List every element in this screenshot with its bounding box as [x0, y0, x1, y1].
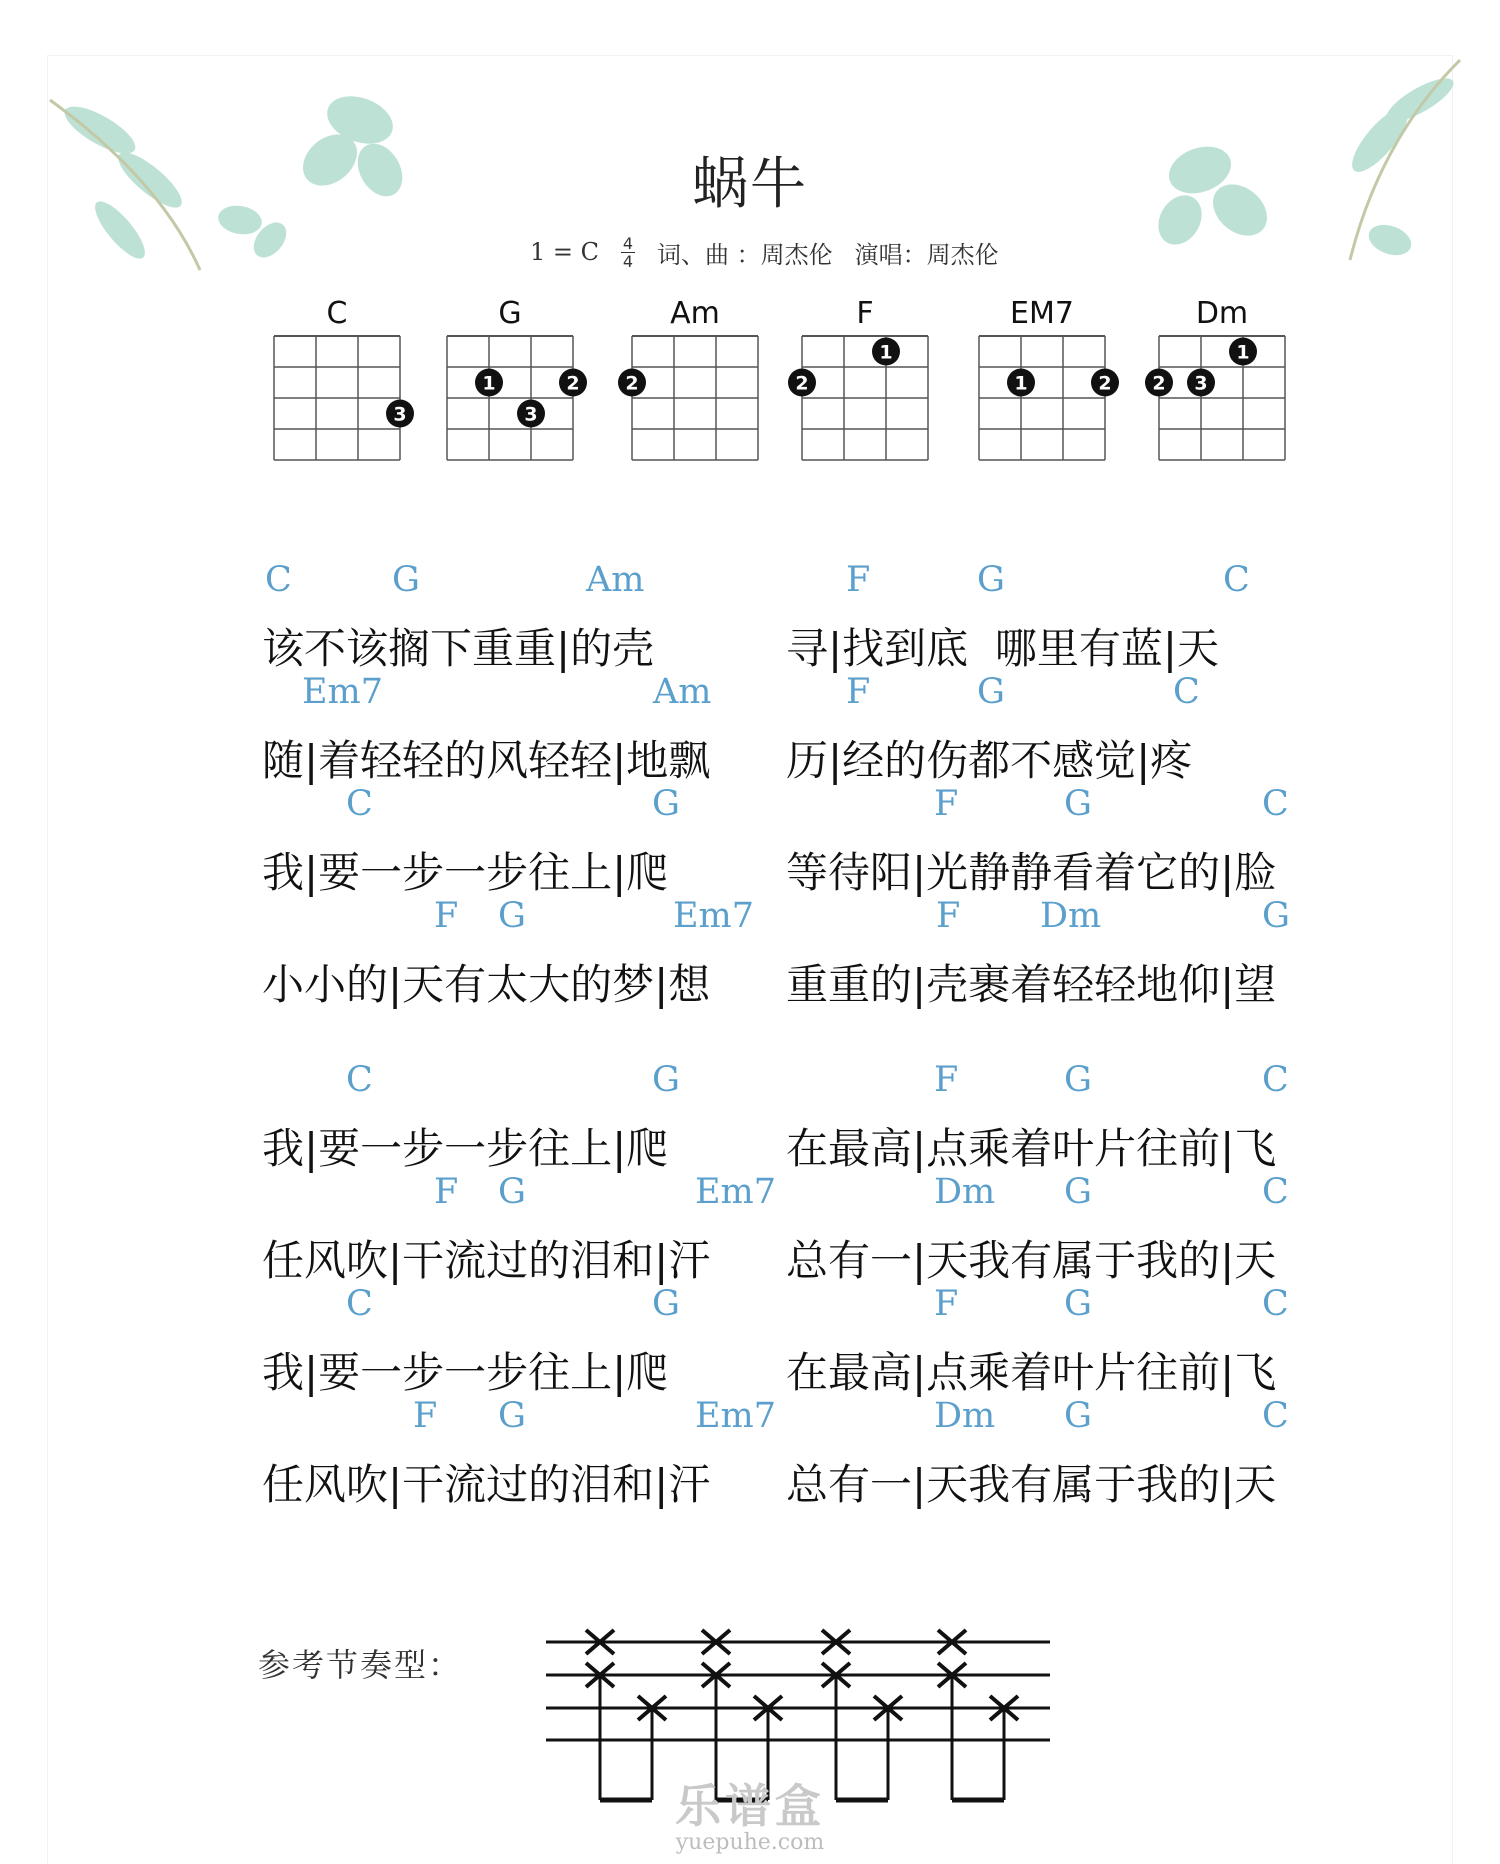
- chord-mark: C: [346, 1284, 373, 1324]
- singer: 演唱：周杰伦: [854, 240, 999, 269]
- lyric-line: [0, 1284, 1500, 1396]
- chord-mark: C: [346, 1060, 373, 1100]
- chord-mark: F: [434, 1172, 459, 1212]
- chord-mark: G: [652, 1060, 680, 1100]
- chord-diagram-name: C: [326, 296, 348, 331]
- chord-mark: G: [498, 896, 526, 936]
- chord-mark: C: [1262, 1396, 1289, 1436]
- chord-mark: G: [977, 672, 1005, 712]
- lyric-right: 总有一|天我有属于我的|天: [786, 1236, 1277, 1285]
- chord-diagram-name: Dm: [1195, 296, 1249, 331]
- chord-mark: F: [434, 896, 459, 936]
- lyric-line: [0, 672, 1500, 784]
- chord-mark: G: [498, 1396, 526, 1436]
- finger-number: 2: [566, 372, 580, 395]
- lyric-right: 重重的|壳裹着轻轻地仰|望: [786, 960, 1277, 1009]
- key-signature: 1 = C: [530, 238, 599, 266]
- finger-number: 2: [625, 372, 639, 395]
- lyric-right: 总有一|天我有属于我的|天: [786, 1460, 1277, 1509]
- chord-mark: G: [1064, 1172, 1092, 1212]
- lyric-line: [0, 1396, 1500, 1508]
- finger-number: 1: [482, 372, 496, 395]
- chord-mark: G: [1064, 1396, 1092, 1436]
- lyric-right: 在最高|点乘着叶片往前|飞: [786, 1124, 1277, 1173]
- chord-mark: Dm: [1040, 896, 1102, 936]
- chord-mark: C: [1223, 560, 1250, 600]
- chord-mark: C: [1262, 1284, 1289, 1324]
- chord-grid: [625, 332, 768, 472]
- chord-mark: Dm: [934, 1396, 996, 1436]
- lyric-left: 小小的|天有太大的梦|想: [262, 960, 711, 1009]
- finger-number: 1: [1236, 341, 1250, 364]
- chord-mark: G: [498, 1172, 526, 1212]
- song-meta: [530, 232, 999, 272]
- chord-grid: [795, 332, 938, 472]
- lyric-left: 我|要一步一步往上|爬: [262, 848, 669, 897]
- finger-number: 2: [795, 372, 809, 395]
- lyric-left: 我|要一步一步往上|爬: [262, 1348, 669, 1397]
- chord-diagram-name: G: [498, 296, 522, 331]
- chord-mark: Em7: [695, 1396, 777, 1436]
- chord-diagram-name: EM7: [1010, 296, 1074, 331]
- chord-mark: F: [936, 896, 961, 936]
- finger-number: 1: [1014, 372, 1028, 395]
- chord-mark: F: [846, 560, 871, 600]
- lyric-left: 我|要一步一步往上|爬: [262, 1124, 669, 1173]
- time-signature-bottom: 4: [622, 251, 634, 271]
- song-title: 蜗牛: [692, 152, 808, 217]
- chord-mark: C: [265, 560, 292, 600]
- chord-mark: F: [413, 1396, 438, 1436]
- lyric-right: 等待阳|光静静看着它的|脸: [786, 848, 1277, 897]
- chord-diagrams: [0, 296, 1500, 466]
- chord-grid: [270, 332, 410, 472]
- chord-mark: C: [1262, 1060, 1289, 1100]
- chord-mark: Em7: [673, 896, 755, 936]
- watermark: [0, 1770, 1500, 1855]
- finger-number: 2: [1152, 372, 1166, 395]
- chord-mark: C: [1262, 784, 1289, 824]
- finger-number: 3: [1194, 372, 1208, 395]
- chord-mark: G: [977, 560, 1005, 600]
- finger-number: 2: [1098, 372, 1112, 395]
- watermark-main: 乐谱盒: [675, 1779, 825, 1833]
- chord-mark: Am: [653, 672, 712, 712]
- lyric-right: 历|经的伤都不感觉|疼: [786, 736, 1193, 785]
- chord-mark: G: [392, 560, 420, 600]
- chord-mark: G: [1262, 896, 1290, 936]
- chord-grid: [975, 332, 1115, 472]
- chord-mark: C: [1262, 1172, 1289, 1212]
- lyric-line: [0, 560, 1500, 672]
- lyric-line: [0, 784, 1500, 896]
- lyric-line: [0, 1172, 1500, 1284]
- chord-mark: Em7: [695, 1172, 777, 1212]
- lyric-line: [0, 1060, 1500, 1172]
- chord-mark: G: [1064, 1284, 1092, 1324]
- time-signature-top: 4: [622, 233, 634, 253]
- chord-grid: [1152, 332, 1295, 472]
- chord-mark: Dm: [934, 1172, 996, 1212]
- lyric-left: 任风吹|干流过的泪和|汗: [262, 1460, 711, 1509]
- chord-mark: Am: [586, 560, 645, 600]
- chord-mark: G: [652, 784, 680, 824]
- chord-mark: F: [934, 784, 959, 824]
- chord-diagram-name: Am: [670, 296, 720, 331]
- chord-mark: C: [346, 784, 373, 824]
- lyric-right: 寻|找到底 哪里有蓝|天: [786, 624, 1220, 673]
- chord-mark: G: [1064, 784, 1092, 824]
- watermark-url: yuepuhe.com: [675, 1830, 825, 1855]
- chord-mark: F: [934, 1060, 959, 1100]
- chord-diagram-name: F: [856, 296, 874, 331]
- lyric-line: [0, 896, 1500, 1008]
- time-signature: [621, 235, 635, 270]
- chord-mark: F: [934, 1284, 959, 1324]
- credits: 词、曲 ：周杰伦: [657, 240, 833, 269]
- finger-number: 3: [393, 403, 407, 426]
- lyric-left: 任风吹|干流过的泪和|汗: [262, 1236, 711, 1285]
- chord-grid: [443, 332, 583, 472]
- chord-mark: Em7: [302, 672, 384, 712]
- chord-mark: C: [1173, 672, 1200, 712]
- finger-number: 3: [524, 403, 538, 426]
- chord-mark: G: [652, 1284, 680, 1324]
- lyric-right: 在最高|点乘着叶片往前|飞: [786, 1348, 1277, 1397]
- lyric-left: 该不该搁下重重|的壳: [262, 624, 655, 673]
- chord-mark: G: [1064, 1060, 1092, 1100]
- chord-mark: F: [846, 672, 871, 712]
- finger-number: 1: [879, 341, 893, 364]
- lyric-left: 随|着轻轻的风轻轻|地飘: [262, 736, 711, 785]
- rhythm-label: 参考节奏型：: [258, 1646, 463, 1684]
